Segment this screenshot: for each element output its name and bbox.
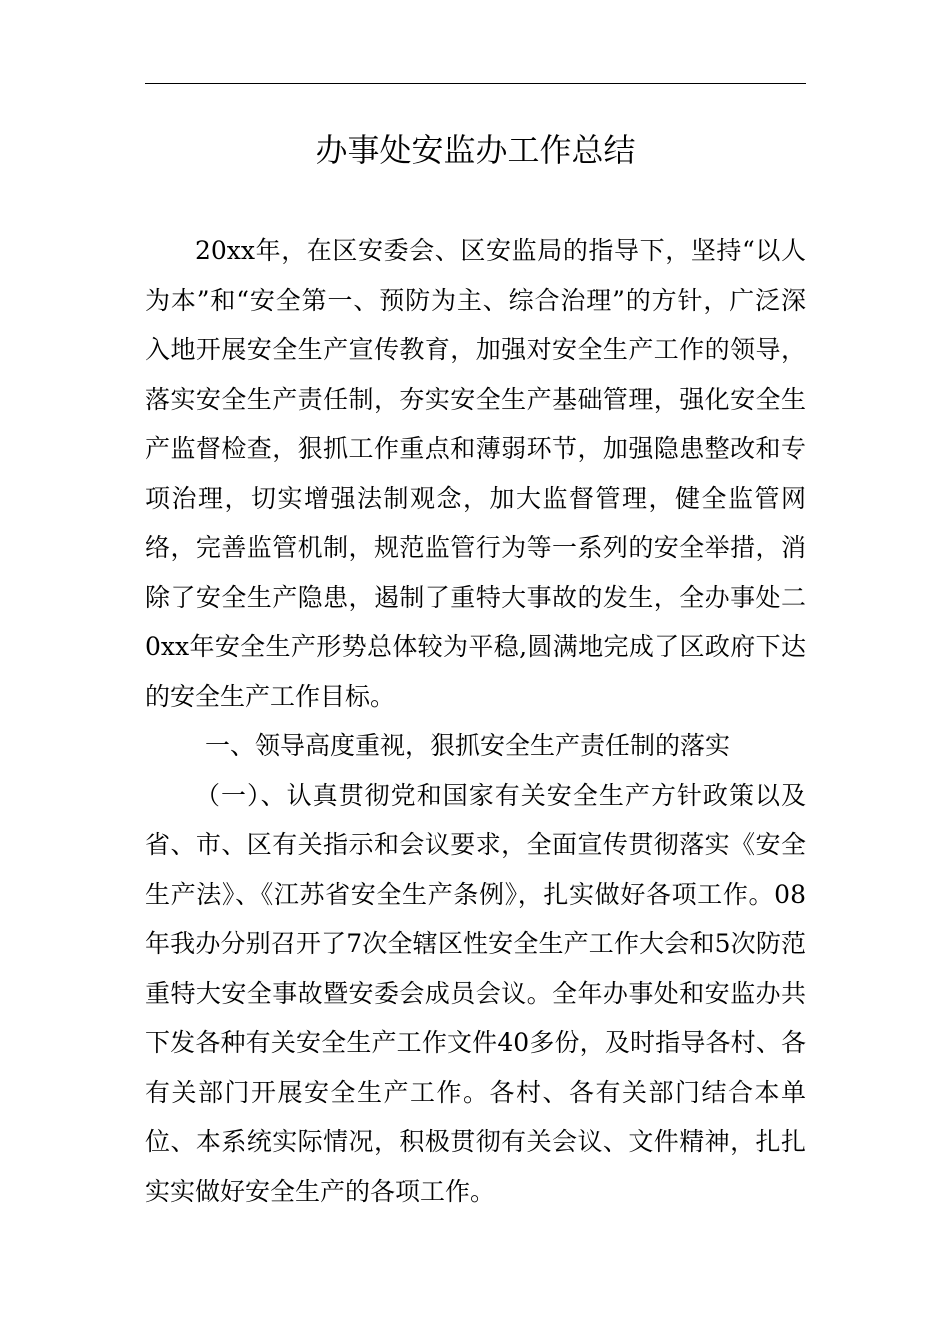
section-heading-1: 一、领导高度重视，狠抓安全生产责任制的落实 — [205, 731, 731, 760]
header-rule — [145, 83, 806, 84]
document-body — [145, 226, 806, 1216]
subsection-paragraph-1: （一）、认真贯彻党和国家有关安全生产方针政策以及省、市、区有关指示和会议要求，全面宣传贯彻落实《安全生产法》、《江苏省安全生产条例》，扎实做好各项工作。08年我办分别召开了7次全辖区性安全生产工作大会和5次防范重特大安全事故暨安委会成员会议。全年办事处和安监办共下发各种有关安全生产工作文件40多份，及时指导各村、各有关部门开展安全生产工作。各村、各有关部门结合本单位、本系统实际情况，积极贯彻有关会议、文件精神，扎扎实实做好安全生产的各项工作。 — [145, 780, 806, 1206]
document-title: 办事处安监办工作总结 — [315, 131, 636, 169]
intro-paragraph: 20xx年，在区安委会、区安监局的指导下，坚持“以人为本”和“安全第一、预防为主、综合治理”的方针，广泛深入地开展安全生产宣传教育，加强对安全生产工作的领导，落实安全生产责任制，夯实安全生产基础管理，强化安全生产监督检查，狠抓工作重点和薄弱环节，加强隐患整改和专项治理，切实增强法制观念，加大监督管理，健全监管网络，完善监管机制，规范监管行为等一系列的安全举措，消除了安全生产隐患，遏制了重特大事故的发生，全办事处二0xx年安全生产形势总体较为平稳,圆满地完成了区政府下达的安全生产工作目标。 — [145, 236, 806, 711]
